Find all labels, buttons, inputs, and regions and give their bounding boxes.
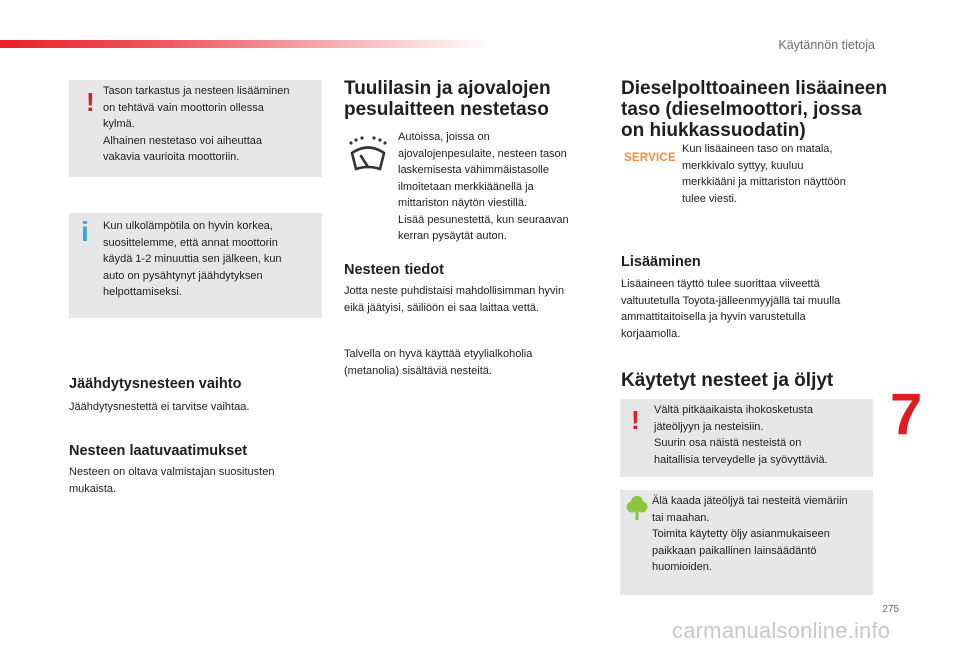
quality-text: Nesteen on oltava valmistajan suositusten mukaista. xyxy=(69,466,275,495)
tree-icon xyxy=(626,495,648,521)
warning-box xyxy=(69,80,322,177)
info-box xyxy=(69,213,322,318)
used-fluids-warning-box xyxy=(620,399,873,477)
washer-intro-text: Autoissa, joissa on ajovalojenpesulaite, nesteen tason laskemisesta vähimmäistasolle ilmoitetaan merkkiäänellä ja mittariston näytön viestillä. Lisää pesunestettä, kun seuraavan kerran pysäytät auton. xyxy=(398,131,569,242)
quality-title: Nesteen laatuvaatimukset xyxy=(69,443,248,459)
fluid-info-text: Jotta neste puhdistaisi mahdollisimman hyvin eikä jäätyisi, säiliöön ei saa laittaa vettä. xyxy=(344,285,565,314)
used-fluids-title: Käytetyt nesteet ja öljyt xyxy=(621,370,834,391)
coolant-change-text: Jäähdytysnestettä ei tarvitse vaihtaa. xyxy=(69,401,250,413)
washer-title: Tuulilasin ja ajovalojen pesulaitteen nestetaso xyxy=(344,78,551,120)
eco-text: Älä kaada jäteöljyä tai nesteitä viemäriin tai maahan. Toimita käytetty öljy asianmukaiseen paikkaan paikallinen lainsäädäntö huomioiden. xyxy=(652,495,848,573)
used-fluids-warning-text: Vältä pitkäaikaista ihokosketusta jäteöljyyn ja nesteisiin. Suurin osa näistä nesteistä on haitallisia terveydelle ja syövyttäviä. xyxy=(654,404,828,466)
warning-text: Tason tarkastus ja nesteen lisääminen on tehtävä vain moottorin ollessa kylmä. Alhainen nestetaso voi aiheuttaa vakavia vaurioita moottoriin. xyxy=(103,85,290,163)
adding-text: Lisäaineen täyttö tulee suorittaa viiveettä valtuutetulla Toyota-jälleenmyyjällä tai muulla ammattitaitoisella ja hyvin varustetulla korjaamolla. xyxy=(621,278,841,340)
watermark: carmanualsonline.info xyxy=(672,618,891,643)
exclamation-icon: ! xyxy=(86,87,95,117)
fluid-winter-text: Talvella on hyvä käyttää etyylialkoholia (metanolia) sisältäviä nesteitä. xyxy=(344,348,533,377)
section-title: Käytännön tietoja xyxy=(778,38,875,52)
info-text: Kun ulkolämpötila on hyvin korkea, suosittelemme, että annat moottorin käydä 1-2 minuuttia sen jälkeen, kun auto on pysähtynyt jäähdytyksen helpottamiseksi. xyxy=(103,220,282,298)
windscreen-washer-icon xyxy=(347,136,389,176)
chapter-number: 7 xyxy=(890,382,923,447)
service-warning-icon: SERVICE xyxy=(624,150,676,164)
fluid-info-title: Nesteen tiedot xyxy=(344,262,444,278)
additive-title: Dieselpolttoaineen lisäaineen taso (dieselmoottori, jossa on hiukkassuodatin) xyxy=(621,78,888,141)
service-text: Kun lisäaineen taso on matala, merkkivalo syttyy, kuuluu merkkiääni ja mittariston näyttöön tulee viesti. xyxy=(682,143,846,205)
header-accent-bar xyxy=(0,40,490,48)
eco-box xyxy=(620,490,873,595)
page-number: 275 xyxy=(882,604,899,615)
info-icon: i xyxy=(81,216,89,247)
exclamation-icon: ! xyxy=(631,405,640,435)
adding-title: Lisääminen xyxy=(621,254,701,270)
coolant-change-title: Jäähdytysnesteen vaihto xyxy=(69,376,242,392)
